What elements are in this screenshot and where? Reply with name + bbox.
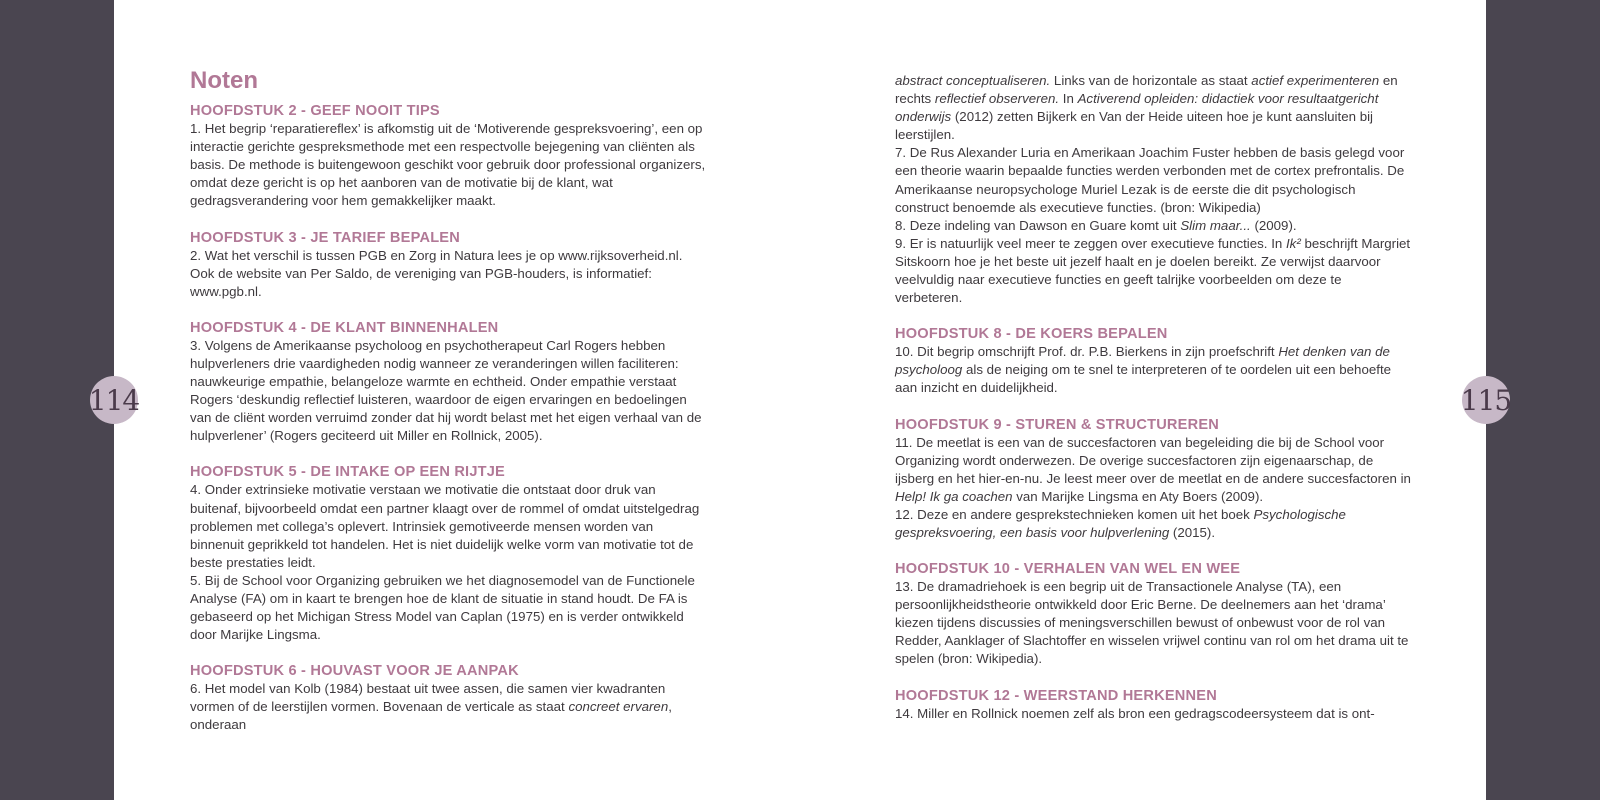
- note-7: 7. De Rus Alexander Luria en Amerikaan Joachim Fuster hebben de basis gelegd voor een theorie waarin bepaalde functies werden verbonden met de cortex prefrontalis. De Amerikaanse neuropsychologe Muriel Lezak is de eerste die dit psychologisch construct benoemde als executieve functies. (bron: Wikipedia): [895, 145, 1405, 215]
- chapter-heading: HOOFDSTUK 3 - JE TARIEF BEPALEN: [190, 229, 460, 246]
- note-12: [895, 506, 1411, 542]
- note-11-italic: Help! Ik ga coachen: [895, 488, 1013, 504]
- note-14: 14. Miller en Rollnick noemen zelf als bron een gedragscodeersysteem dat is ont-: [895, 705, 1375, 721]
- note-10: [895, 343, 1411, 397]
- note-8-text-a: 8. Deze indeling van Dawson en Guare komt uit: [895, 217, 1181, 233]
- chapter-heading: HOOFDSTUK 10 - VERHALEN VAN WEL EN WEE: [895, 561, 1241, 578]
- note-6-continued: [895, 72, 1411, 144]
- cont-text-f: In: [1059, 91, 1078, 107]
- note-9-italic: Ik²: [1285, 235, 1301, 251]
- note-12-text-a: 12. Deze en andere gesprekstechnieken komen uit het boek: [895, 506, 1254, 522]
- note-9: [895, 235, 1411, 307]
- note-9-text-a: 9. Er is natuurlijk veel meer te zeggen over executieve functies. In: [895, 235, 1286, 251]
- chapter-2-block: [190, 102, 706, 210]
- note-4: 4. Onder extrinsieke motivatie verstaan we motivatie die ontstaat door druk van buitenaf, bijvoorbeeld omdat een partner klaagt over de rommel of omdat uitstelgedrag problemen met collega’s oplevert. Intrinsiek gemotiveerde mensen worden van binnenuit geprikkeld tot handelen. Het is niet duidelijk welke vorm van motivatie tot de beste prestaties leidt.: [190, 482, 700, 570]
- note-2: 2. Wat het verschil is tussen PGB en Zorg in Natura lees je op www.rijksoverheid.nl. Ook de website van Per Saldo, de vereniging van PGB-houders, is informatief: www.pgb.nl.: [190, 247, 683, 299]
- note-6-text-a: 6. Het model van Kolb (1984) bestaat uit twee assen, die samen vier kwadranten vormen of de leerstijlen vormen. Bovenaan de verticale as staat: [190, 681, 666, 715]
- chapter-4-block: [190, 319, 706, 446]
- chapter-heading: HOOFDSTUK 8 - DE KOERS BEPALEN: [895, 326, 1168, 343]
- note-5: 5. Bij de School voor Organizing gebruiken we het diagnosemodel van de Functionele Analyse (FA) om in kaart te brengen hoe de klant de situatie in stand houdt. De FA is gebaseerd op het Michigan Stress Model van Caplan (1975) en is verder ontwikkeld door Marijke Lingsma.: [190, 572, 695, 643]
- note-10-text-b: als de neiging om te snel te interpreteren of te oordelen uit een behoefte aan inzicht en duidelijkheid.: [895, 362, 1392, 396]
- chapter-heading: HOOFDSTUK 5 - DE INTAKE OP EEN RIJTJE: [190, 464, 505, 481]
- note-6: [190, 680, 706, 734]
- chapter-6-block: [190, 662, 706, 734]
- chapter-heading: HOOFDSTUK 12 - WEERSTAND HERKENNEN: [895, 687, 1217, 704]
- chapter-12-block: [895, 687, 1411, 723]
- chapter-5-block: [190, 463, 706, 644]
- note-8: [895, 217, 1411, 235]
- note-13: 13. De dramadriehoek is een begrip uit de Transactionele Analyse (TA), een persoonlijkheidstheorie ontwikkeld door Eric Berne. De deelnemers aan het ‘drama’ kiezen tijdens discussies of meningsverschillen bewust of onbewust voor de rol van Redder, Aanklager of Slachtoffer en wisselen vrijwel continu van rol om het drama uit te spelen (bron: Wikipedia).: [895, 579, 1409, 667]
- page-number-left: 114: [90, 376, 138, 424]
- chapter-3-block: [190, 229, 706, 301]
- note-11: [895, 434, 1411, 506]
- note-8-text-b: (2009).: [1250, 217, 1297, 233]
- note-12-text-b: (2015).: [1169, 524, 1216, 540]
- note-10-text-a: 10. Dit begrip omschrijft Prof. dr. P.B. Bierkens in zijn proefschrift: [895, 344, 1279, 360]
- left-column: [190, 67, 706, 753]
- cont-italic-c: actief experimenteren: [1251, 73, 1380, 88]
- chapter-heading: HOOFDSTUK 6 - HOUVAST VOOR JE AANPAK: [190, 663, 519, 680]
- note-1: 1. Het begrip ‘reparatiereflex’ is afkomstig uit de ‘Motiverende gespreksvoering’, een op interactie gerichte gespreksmethode met een respectvolle bejegening van cliënten als basis. De methode is buitengewoon geschikt voor gebruik door professional organizers, omdat deze gericht is op het aanboren van de motivatie bij de klant, wat gedragsverandering voor hem gemakkelijker maakt.: [190, 121, 706, 209]
- note-3: 3. Volgens de Amerikaanse psycholoog en psychotherapeut Carl Rogers hebben hulpverleners drie vaardigheden nodig wanneer ze veranderingen willen faciliteren: nauwkeurige empathie, belangeloze warmte en echtheid. Onder empathie verstaat Rogers ‘deskundig reflectief luisteren, waardoor de eigen ervaringen en bedoelingen van de cliënt worden verruimd zonder dat hij wordt belast met het eigen verhaal van de hulpverlener’ (Rogers geciteerd uit Miller en Rollnick, 2005).: [190, 337, 702, 444]
- note-10-italic: Het denken van de psycholoog: [895, 344, 1390, 378]
- cont-text-d: en rechts: [895, 73, 1398, 107]
- page-title: Noten: [190, 67, 258, 94]
- cont-text-b: Links van de horizontale as staat: [1050, 73, 1252, 88]
- page-number-right: 115: [1462, 376, 1510, 424]
- right-column: [895, 72, 1411, 741]
- cont-italic-a: abstract conceptualiseren.: [895, 73, 1051, 88]
- chapter-9-block: [895, 416, 1411, 543]
- note-9-text-b: beschrijft Margriet Sitskoorn hoe je het beste uit jezelf haalt en je doelen bereikt. Ze verwijst daarvoor veelvuldig naar executieve functies en geeft talrijke voorbeelden om deze te verbeteren.: [895, 235, 1411, 306]
- chapter-heading: HOOFDSTUK 2 - GEEF NOOIT TIPS: [190, 103, 440, 120]
- cont-text-h: (2012) zetten Bijkerk en Van der Heide uiteen hoe je kunt aansluiten bij leerstijlen.: [895, 109, 1373, 143]
- chapter-10-block: [895, 560, 1411, 668]
- note-6-text-b: , onderaan: [190, 699, 672, 733]
- note-6-italic: concreet ervaren: [568, 699, 669, 715]
- chapter-heading: HOOFDSTUK 9 - STUREN & STRUCTUREREN: [895, 416, 1220, 433]
- chapter-heading: HOOFDSTUK 4 - DE KLANT BINNENHALEN: [190, 319, 499, 336]
- cont-italic-g: Activerend opleiden: didactiek voor resultaatgericht onderwijs: [895, 91, 1379, 125]
- note-11-text-a: 11. De meetlat is een van de succesfactoren van begeleiding die bij de School voor Organizing wordt onderwezen. De overige succesfactoren zijn eigenaarschap, de ijsberg en het hier-en-nu. Je leest meer over de meetlat en de andere succesfactoren in: [895, 434, 1411, 486]
- note-11-text-b: van Marijke Lingsma en Aty Boers (2009).: [1012, 488, 1264, 504]
- cont-italic-e: reflectief observeren.: [934, 91, 1060, 107]
- note-8-italic: Slim maar...: [1180, 217, 1251, 233]
- note-12-italic: Psychologische gespreksvoering, een basis voor hulpverlening: [895, 506, 1346, 540]
- chapter-8-block: [895, 325, 1411, 397]
